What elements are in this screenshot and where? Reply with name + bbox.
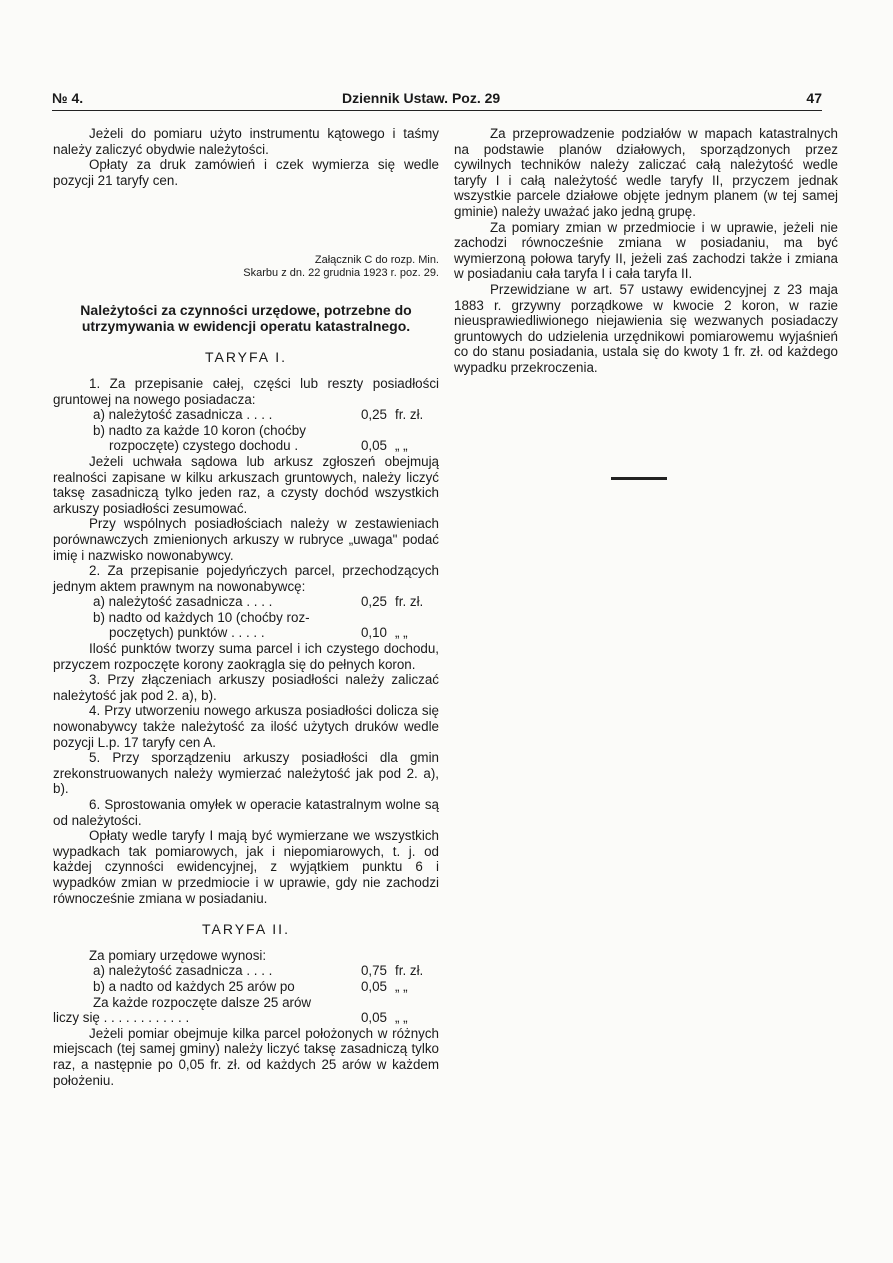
fee-label: rozpoczęte) czystego dochodu . (109, 438, 299, 454)
fee-label: b) a nadto od każdych 25 arów po (93, 978, 295, 994)
fee-unit: fr. zł. (395, 963, 424, 979)
fee-label-line: Za każde rozpoczęte dalsze 25 arów (93, 994, 312, 1010)
fee-amount: 0,05 (360, 438, 387, 454)
fee-amount: 0,25 (360, 594, 387, 610)
paragraph: 6. Sprostowania omyłek w operacie katastralnym wolne są od należytości. (53, 797, 439, 828)
fee-unit: „ „ (395, 438, 408, 454)
paragraph: 3. Przy złączeniach arkuszy posiadłości należy zaliczać należytość jak pod 2. a), b). (53, 672, 439, 703)
fee-row (53, 407, 439, 423)
issue-number: № 4. (52, 90, 84, 106)
fee-label-line: b) nadto od każdych 10 (choćby roz- (93, 609, 310, 625)
fee-label: a) należytość zasadnicza . . . . (93, 407, 273, 423)
fee-row (53, 625, 439, 641)
paragraph: 5. Przy sporządzeniu arkuszy posiadłości dla gmin zrekonstruowanych należy wymierzać należytość jak pod 2. a), b). (53, 750, 439, 797)
section-title: Należytości za czynności urzędowe, potrzebne do utrzymywania w ewidencji operatu katastralnego. (80, 302, 412, 335)
paragraph: Przewidziane w art. 57 ustawy ewidencyjnej z 23 maja 1883 r. grzywny porządkowe w kwocie 2 koron, w razie nieusprawiedliwionego niejawienia się wezwanych posiadaczy gruntowych do udzielenia urzędnikowi pomiarowemu wyjaśnień co do stanu posiadania, ustala się do kwoty 1 fr. zł. od każdego wypadku przekroczenia. (454, 281, 838, 375)
fee-unit: „ „ (395, 625, 408, 641)
paragraph: Opłaty wedle taryfy I mają być wymierzane we wszystkich wypadkach tak pomiarowych, jak i niepomiarowych, t. j. od każdej czynności ewidencyjnej, z wyjątkiem punktu 6 i wypadków zmian w przedmiocie i w uprawie, gdy nie zachodzi równocześnie zmiana w posiadaniu. (53, 828, 439, 906)
paragraph: Przy wspólnych posiadłościach należy w zestawieniach porównawczych zmienionych arkuszy w rubryce „uwaga" podać imię i nazwisko nowonabywcy. (53, 516, 439, 563)
fee-unit: fr. zł. (395, 407, 424, 423)
annex-reference (53, 254, 439, 280)
fee-label: liczy się . . . . . . . . . . . . (53, 1010, 190, 1026)
fee-unit: „ „ (395, 978, 408, 994)
paragraph: Jeżeli do pomiaru użyto instrumentu kątowego i taśmy należy zaliczyć obydwie należytości. (53, 126, 439, 157)
fee-amount: 0,25 (360, 407, 387, 423)
section-divider (611, 477, 667, 480)
journal-title: Dziennik Ustaw. Poz. 29 (342, 90, 501, 106)
fee-amount: 0,05 (360, 978, 387, 994)
fee-row (53, 438, 439, 454)
fee-row (53, 1010, 439, 1026)
paragraph: 4. Przy utworzeniu nowego arkusza posiadłości dolicza się nowonabywcy także należytość za ilość użytych druków wedle pozycji L.p. 17 taryfy cen A. (53, 703, 439, 750)
fee-label: a) należytość zasadnicza . . . . (93, 594, 273, 610)
fee-amount: 0,05 (360, 1010, 387, 1026)
page-header (52, 88, 822, 111)
paragraph: Jeżeli pomiar obejmuje kilka parcel położonych w różnych miejscach (tej samej gminy) należy liczyć taksę zasadniczą tylko raz, a następnie po 0,05 fr. zł. od każdych 25 arów w każdem położeniu. (53, 1025, 439, 1088)
right-column (454, 126, 838, 376)
fee-row (53, 963, 439, 979)
paragraph: Za przeprowadzenie podziałów w mapach katastralnych na podstawie planów działowych, sporządzonych przez cywilnych techników należy zaliczać całą należytość wedle taryfy I i całą należytość wedle taryfy II, przyczem jednak wszystkie parcele działowe objęte jednym planem (w tej samej gminie) należy uważać jako jedną grupę. (454, 126, 838, 219)
paragraph: Opłaty za druk zamówień i czek wymierza się wedle pozycji 21 taryfy cen. (53, 157, 439, 188)
paragraph: Za pomiary urzędowe wynosi: (89, 947, 267, 963)
paragraph: 2. Za przepisanie pojedyńczych parcel, przechodzących jednym aktem prawnym na nowonabywcę: (53, 563, 439, 594)
fee-label-line: b) nadto za każde 10 koron (choćby (93, 422, 306, 438)
tariff-heading: TARYFA II. (202, 921, 290, 938)
paragraph: Jeżeli uchwała sądowa lub arkusz zgłoszeń obejmują realności zapisane w kilku arkuszach gruntowych, należy liczyć taksę zasadniczą tylko jeden raz, a czysty dochód wszystkich arkuszy posiadłości zesumować. (53, 453, 439, 516)
paragraph: 1. Za przepisanie całej, części lub reszty posiadłości gruntowej na nowego posiadacza: (53, 375, 439, 407)
annex-line: Skarbu z dn. 22 grudnia 1923 r. poz. 29. (243, 267, 439, 280)
fee-row (53, 594, 439, 610)
fee-unit: „ „ (395, 1010, 408, 1026)
fee-amount: 0,75 (360, 963, 387, 979)
tariff-heading: TARYFA I. (204, 349, 288, 366)
paragraph: Ilość punktów tworzy suma parcel i ich czystego dochodu, przyczem rozpoczęte korony zaokrągla się do pełnych koron. (53, 641, 439, 672)
page-number: 47 (806, 90, 822, 106)
fee-unit: fr. zł. (395, 594, 424, 610)
fee-amount: 0,10 (360, 625, 387, 641)
fee-label: a) należytość zasadnicza . . . . (93, 963, 273, 979)
paragraph: Za pomiary zmian w przedmiocie i w uprawie, jeżeli nie zachodzi równocześnie zmiana w posiadaniu, ma być wymierzoną połowa taryfy II, jeżeli zaś zachodzi także i zmiana w posiadaniu cała taryfa I i cała taryfa II. (454, 219, 838, 282)
fee-row (53, 979, 439, 995)
fee-label: poczętych) punktów . . . . . (109, 625, 265, 641)
annex-line: Załącznik C do rozp. Min. (314, 254, 439, 267)
left-column (53, 126, 439, 1088)
